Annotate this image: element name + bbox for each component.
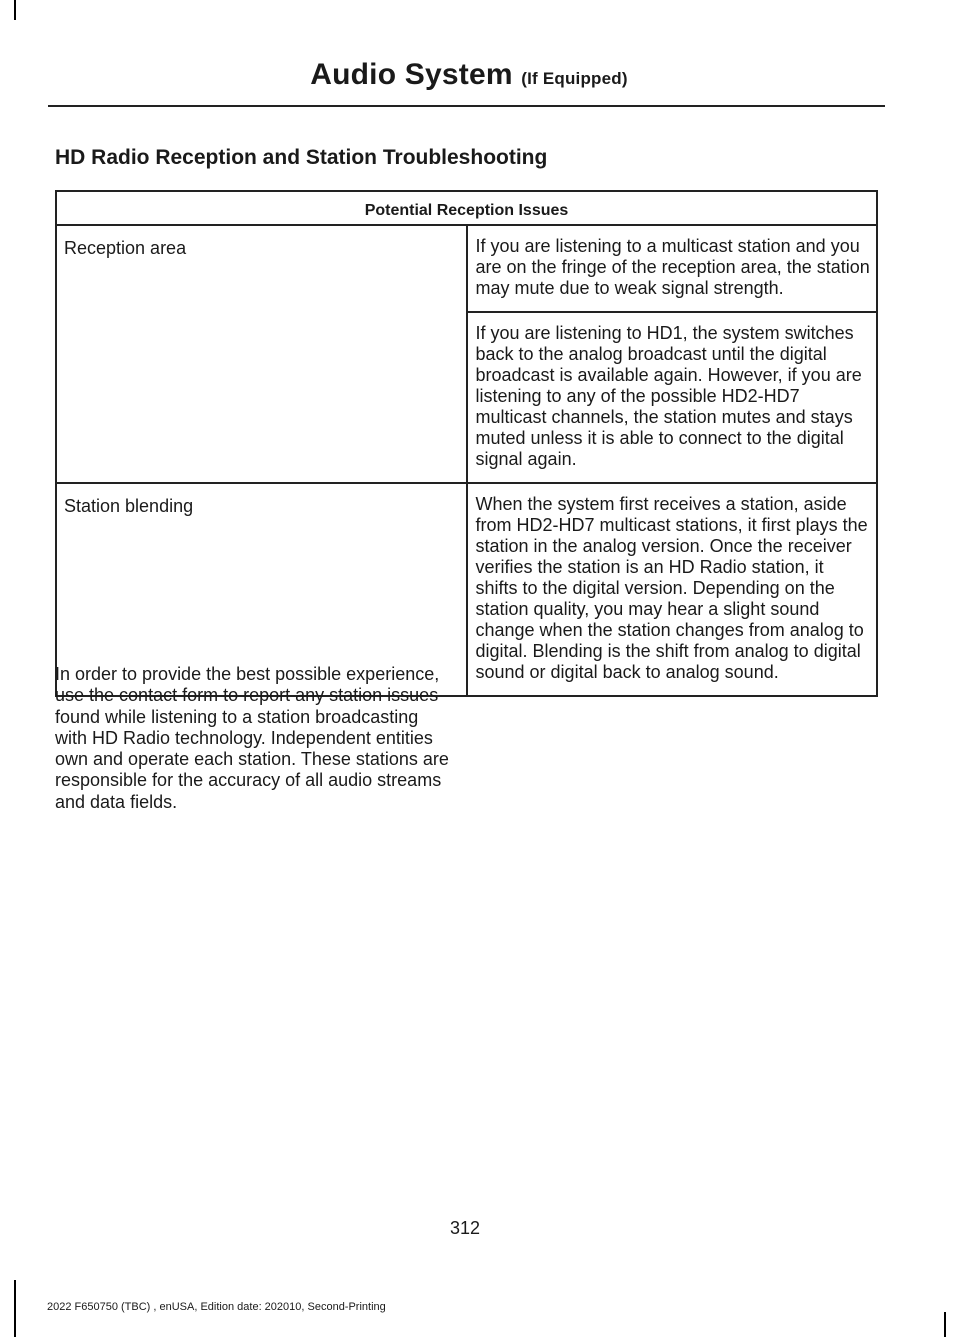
table-row — [56, 225, 877, 312]
table-cell-cause: Station blending — [56, 483, 467, 696]
crop-mark-bottom-left — [14, 1280, 16, 1337]
table-cell-cause: Reception area — [56, 225, 467, 483]
table-cell-description: If you are listening to a multicast station and you are on the fringe of the reception area, the station may mute due to weak signal strength. — [467, 225, 878, 312]
page-number: 312 — [449, 1218, 481, 1238]
footer-edition-note: 2022 F650750 (TBC) , enUSA, Edition date: 202010, Second-Printing — [47, 1301, 386, 1313]
table-caption: Potential Reception Issues — [56, 191, 877, 225]
crop-mark-top-left — [14, 0, 16, 20]
header-divider — [48, 105, 885, 107]
header-title-main: Audio System — [310, 58, 513, 91]
page-header-title — [0, 58, 938, 92]
header-title-suffix: (If Equipped) — [521, 69, 628, 88]
crop-mark-right-lower — [944, 1312, 946, 1337]
body-paragraph: In order to provide the best possible experience, use the contact form to report any station issues found while listening to a station broadcasting with HD Radio technology. Independent entities own and operate each station. These stations are responsible for the accuracy of all audio streams and data fields. — [55, 664, 449, 812]
table-cell-description: When the system first receives a station, aside from HD2-HD7 multicast stations, it first plays the station in the analog version. Once the receiver verifies the station is an HD Radio station, it shifts to the digital version. Depending on the station quality, you may hear a slight sound change when the station changes from analog to digital. Blending is the shift from analog to digital sound or digital back to analog sound. — [467, 483, 878, 696]
table-cell-description: If you are listening to HD1, the system switches back to the analog broadcast until the digital broadcast is available again. However, if you are listening to any of the possible HD2-HD7 multicast channels, the station mutes and stays muted unless it is able to connect to the digital signal again. — [467, 312, 878, 483]
reception-issues-table — [55, 190, 878, 697]
section-heading: HD Radio Reception and Station Troubleshooting — [55, 146, 548, 169]
